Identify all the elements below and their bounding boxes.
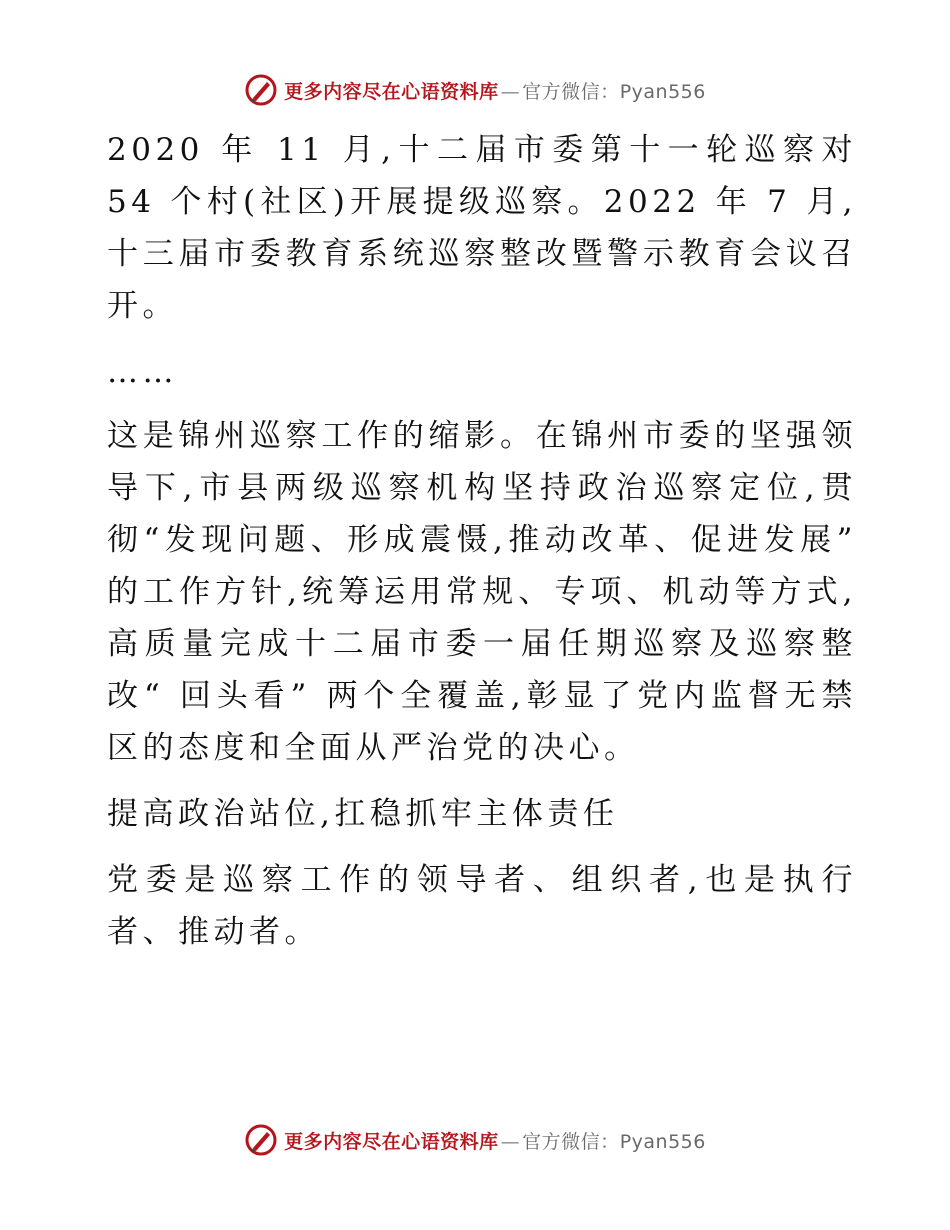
watermark-brand: 更多内容尽在心语资料库 xyxy=(284,80,499,103)
watermark-separator: — xyxy=(500,80,521,103)
watermark-contact: 官方微信： xyxy=(522,1130,620,1153)
section-heading: 提高政治站位,扛稳抓牢主体责任 xyxy=(107,796,619,832)
watermark-brand: 更多内容尽在心语资料库 xyxy=(284,1130,499,1153)
paragraph-3: 党委是巡察工作的领导者、组织者,也是执行者、推动者。 xyxy=(107,862,857,950)
footer-watermark xyxy=(0,1120,950,1160)
watermark-contact: 官方微信： xyxy=(522,80,620,103)
paragraph-1: 2020 年 11 月,十二届市委第十一轮巡察对 54 个村(社区)开展提级巡察。2022 年 7 月,十三届市委教育系统巡察整改暨警示教育会议召开。 xyxy=(107,132,857,324)
paragraph-ellipsis: …… xyxy=(107,354,178,390)
header-watermark xyxy=(0,70,950,110)
pen-logo-icon xyxy=(244,1123,278,1157)
document-body xyxy=(97,124,857,958)
watermark-separator: — xyxy=(500,1130,521,1153)
watermark-wechat-id: Pyan556 xyxy=(619,80,706,103)
watermark-wechat-id: Pyan556 xyxy=(619,1130,706,1153)
pen-logo-icon xyxy=(244,73,278,107)
paragraph-2: 这是锦州巡察工作的缩影。在锦州市委的坚强领导下,市县两级巡察机构坚持政治巡察定位,贯彻“发现问题、形成震慑,推动改革、促进发展” 的工作方针,统筹运用常规、专项、机动等方式,高质量完成十二届市委一届任期巡察及巡察整改“ 回头看” 两个全覆盖,彰显了党内监督无禁区的态度和全面从严治党的决心。 xyxy=(107,418,857,766)
